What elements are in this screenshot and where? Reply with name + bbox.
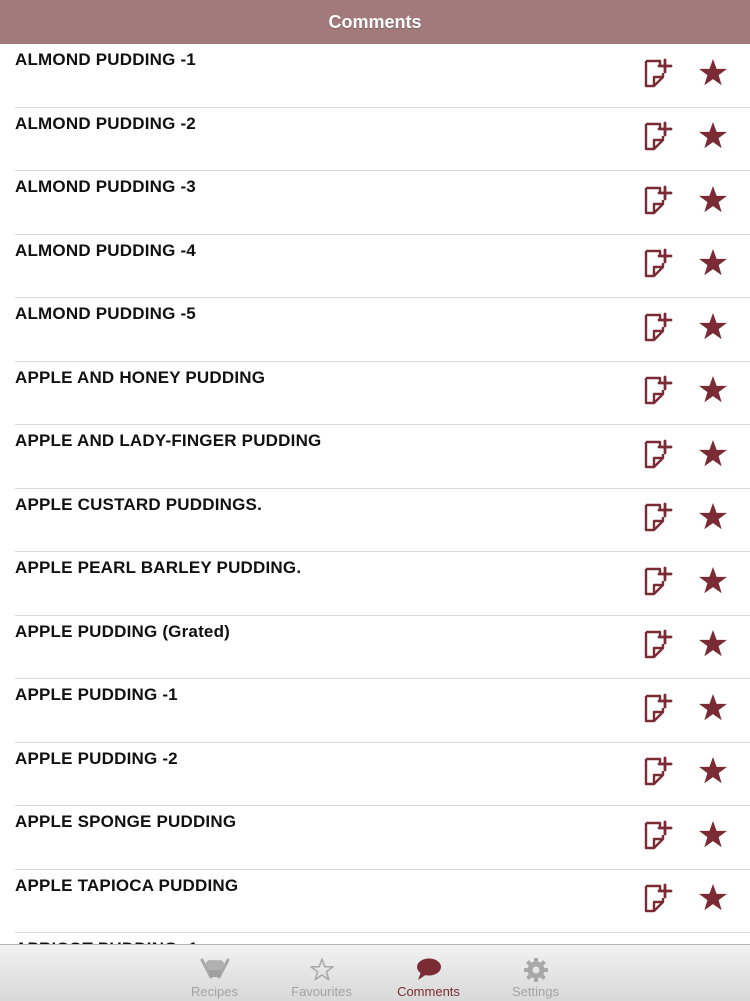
favourite-button[interactable] bbox=[696, 820, 730, 854]
row-actions bbox=[640, 376, 730, 410]
row-actions bbox=[640, 312, 730, 346]
favourite-button[interactable] bbox=[696, 249, 730, 283]
tab-label: Favourites bbox=[291, 984, 352, 999]
row-actions bbox=[640, 58, 730, 92]
list-item[interactable] bbox=[15, 44, 750, 108]
row-actions bbox=[640, 249, 730, 283]
add-note-button[interactable] bbox=[640, 757, 674, 791]
list-item[interactable] bbox=[15, 362, 750, 426]
star-icon bbox=[697, 692, 729, 729]
add-note-button[interactable] bbox=[640, 439, 674, 473]
star-icon bbox=[697, 438, 729, 475]
gear-icon bbox=[523, 957, 549, 983]
add-note-button[interactable] bbox=[640, 566, 674, 600]
tab-favourites[interactable] bbox=[268, 945, 375, 1001]
star-icon bbox=[697, 755, 729, 792]
favourite-button[interactable] bbox=[696, 757, 730, 791]
add-note-button[interactable] bbox=[640, 185, 674, 219]
chef-hat-utensils-icon bbox=[198, 957, 232, 983]
row-actions bbox=[640, 884, 730, 918]
add-note-icon bbox=[641, 311, 673, 348]
recipe-title: ALMOND PUDDING -4 bbox=[15, 240, 196, 260]
favourite-button[interactable] bbox=[696, 376, 730, 410]
list-item[interactable] bbox=[15, 171, 750, 235]
row-actions bbox=[640, 757, 730, 791]
list-item[interactable] bbox=[15, 870, 750, 934]
star-icon bbox=[697, 247, 729, 284]
tab-label: Comments bbox=[397, 984, 460, 999]
star-icon bbox=[697, 120, 729, 157]
add-note-button[interactable] bbox=[640, 820, 674, 854]
row-actions bbox=[640, 122, 730, 156]
favourite-button[interactable] bbox=[696, 884, 730, 918]
row-actions bbox=[640, 185, 730, 219]
star-icon bbox=[697, 311, 729, 348]
recipe-title: APPLE CUSTARD PUDDINGS. bbox=[15, 494, 263, 514]
row-actions bbox=[640, 820, 730, 854]
recipe-title: APPLE PUDDING -1 bbox=[15, 685, 178, 704]
tab-settings[interactable] bbox=[482, 945, 589, 1001]
recipe-title: APPLE PUDDING (Grated) bbox=[15, 621, 231, 641]
add-note-icon bbox=[641, 374, 673, 411]
tab-label: Recipes bbox=[191, 984, 238, 999]
star-icon bbox=[697, 501, 729, 538]
list-item[interactable] bbox=[15, 552, 750, 616]
recipe-title: ALMOND PUDDING -3 bbox=[15, 177, 196, 196]
recipe-title: ALMOND PUDDING -2 bbox=[15, 113, 196, 133]
add-note-icon bbox=[641, 120, 673, 157]
recipe-title: APPLE AND HONEY PUDDING bbox=[15, 367, 266, 387]
add-note-button[interactable] bbox=[640, 503, 674, 537]
favourite-button[interactable] bbox=[696, 630, 730, 664]
row-actions bbox=[640, 566, 730, 600]
favourite-button[interactable] bbox=[696, 439, 730, 473]
add-note-button[interactable] bbox=[640, 693, 674, 727]
recipe-title: APPLE PUDDING -2 bbox=[15, 748, 178, 768]
star-icon bbox=[697, 374, 729, 411]
row-actions bbox=[640, 439, 730, 473]
add-note-icon bbox=[641, 565, 673, 602]
add-note-button[interactable] bbox=[640, 376, 674, 410]
recipe-title: APPLE AND LADY-FINGER PUDDING bbox=[15, 431, 322, 450]
favourite-button[interactable] bbox=[696, 693, 730, 727]
recipe-title: ALMOND PUDDING -5 bbox=[15, 304, 196, 323]
list-item[interactable] bbox=[15, 298, 750, 362]
add-note-icon bbox=[641, 692, 673, 729]
star-icon bbox=[697, 628, 729, 665]
tab-bar bbox=[0, 944, 750, 1001]
add-note-button[interactable] bbox=[640, 630, 674, 664]
list-item[interactable] bbox=[15, 235, 750, 299]
list-item[interactable] bbox=[15, 108, 750, 172]
recipe-list[interactable] bbox=[0, 44, 750, 944]
favourite-button[interactable] bbox=[696, 503, 730, 537]
row-actions bbox=[640, 503, 730, 537]
star-icon bbox=[697, 184, 729, 221]
add-note-icon bbox=[641, 184, 673, 221]
recipe-title: APPLE PEARL BARLEY PUDDING. bbox=[15, 558, 302, 577]
tab-label: Settings bbox=[512, 984, 559, 999]
add-note-button[interactable] bbox=[640, 122, 674, 156]
add-note-icon bbox=[641, 819, 673, 856]
add-note-icon bbox=[641, 755, 673, 792]
tab-recipes[interactable] bbox=[161, 945, 268, 1001]
favourite-button[interactable] bbox=[696, 58, 730, 92]
add-note-button[interactable] bbox=[640, 884, 674, 918]
list-item[interactable] bbox=[15, 489, 750, 553]
star-icon bbox=[697, 57, 729, 94]
list-item[interactable] bbox=[15, 616, 750, 680]
recipe-title: APPLE SPONGE PUDDING bbox=[15, 812, 237, 831]
star-icon bbox=[697, 882, 729, 919]
row-actions bbox=[640, 630, 730, 664]
list-item[interactable] bbox=[15, 425, 750, 489]
row-actions bbox=[640, 693, 730, 727]
favourite-button[interactable] bbox=[696, 312, 730, 346]
favourite-button[interactable] bbox=[696, 566, 730, 600]
favourite-button[interactable] bbox=[696, 122, 730, 156]
star-icon bbox=[697, 565, 729, 602]
add-note-icon bbox=[641, 57, 673, 94]
star-outline-icon bbox=[309, 957, 335, 983]
add-note-button[interactable] bbox=[640, 249, 674, 283]
list-item[interactable] bbox=[15, 743, 750, 807]
add-note-button[interactable] bbox=[640, 58, 674, 92]
nav-bar bbox=[0, 0, 750, 44]
add-note-icon bbox=[641, 882, 673, 919]
list-item[interactable] bbox=[15, 806, 750, 870]
recipe-title: APPLE TAPIOCA PUDDING bbox=[15, 875, 239, 895]
speech-bubble-icon bbox=[415, 957, 443, 983]
recipe-title: ALMOND PUDDING -1 bbox=[15, 50, 196, 69]
tab-comments[interactable] bbox=[375, 945, 482, 1001]
add-note-icon bbox=[641, 438, 673, 475]
favourite-button[interactable] bbox=[696, 185, 730, 219]
page-title: Comments bbox=[328, 11, 422, 32]
star-icon bbox=[697, 819, 729, 856]
add-note-icon bbox=[641, 501, 673, 538]
add-note-icon bbox=[641, 247, 673, 284]
add-note-icon bbox=[641, 628, 673, 665]
add-note-button[interactable] bbox=[640, 312, 674, 346]
list-item[interactable] bbox=[15, 679, 750, 743]
